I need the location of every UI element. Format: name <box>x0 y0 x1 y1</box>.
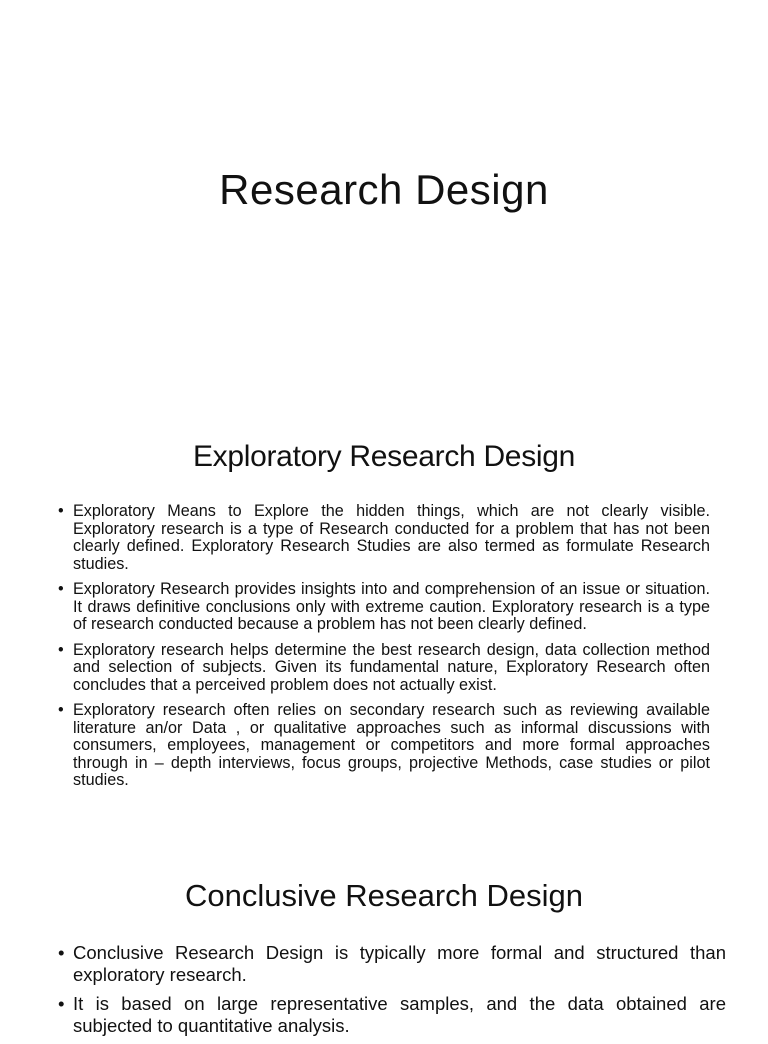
bullet-text: Exploratory Research provides insights into and comprehension of an issue or situation. It draws definitive conclusions only with extreme caution. Exploratory research is a type of research conducted because a problem has not been clearly defined. <box>73 580 710 633</box>
exploratory-bullet-list <box>58 503 710 798</box>
slide-exploratory <box>0 420 768 850</box>
bullet-text: Exploratory research often relies on secondary research such as reviewing available literature an/or Data , or qualitative approaches such as informal discussions with consumers, employees, management or competitors and more formal approaches through in – depth interviews, focus groups, projective Methods, case studies or pilot studies. <box>73 701 710 789</box>
list-item <box>58 642 710 695</box>
list-item <box>58 942 726 986</box>
bullet-text: Exploratory research helps determine the best research design, data collection method and selection of subjects. Given its fundamental nature, Exploratory Research often concludes that a perceived problem does not actually exist. <box>73 640 710 694</box>
bullet-icon: • <box>58 580 64 598</box>
exploratory-heading: Exploratory Research Design <box>192 440 576 473</box>
list-item <box>58 581 710 634</box>
list-item <box>58 993 726 1037</box>
conclusive-heading: Conclusive Research Design <box>184 878 584 913</box>
list-item <box>58 702 710 790</box>
bullet-icon: • <box>58 701 64 719</box>
list-item <box>58 503 710 573</box>
bullet-text: Exploratory Means to Explore the hidden things, which are not clearly visible. Exploratory research is a type of Research conducted for a problem that has not been clearly defined. Exploratory Research Studies are also termed as formulate Research studies. <box>73 502 710 573</box>
document-title: Research Design <box>219 166 549 213</box>
bullet-icon: • <box>58 640 64 659</box>
slide-conclusive <box>0 850 768 1036</box>
bullet-text: It is based on large representative samples, and the data obtained are subjected to quantitative analysis. <box>73 993 726 1036</box>
bullet-icon: • <box>58 993 65 1014</box>
bullet-text: Conclusive Research Design is typically more formal and structured than exploratory research. <box>73 942 726 985</box>
slide-title <box>0 0 768 420</box>
conclusive-bullet-list <box>58 942 726 1044</box>
bullet-icon: • <box>58 942 65 963</box>
bullet-icon: • <box>58 502 64 520</box>
